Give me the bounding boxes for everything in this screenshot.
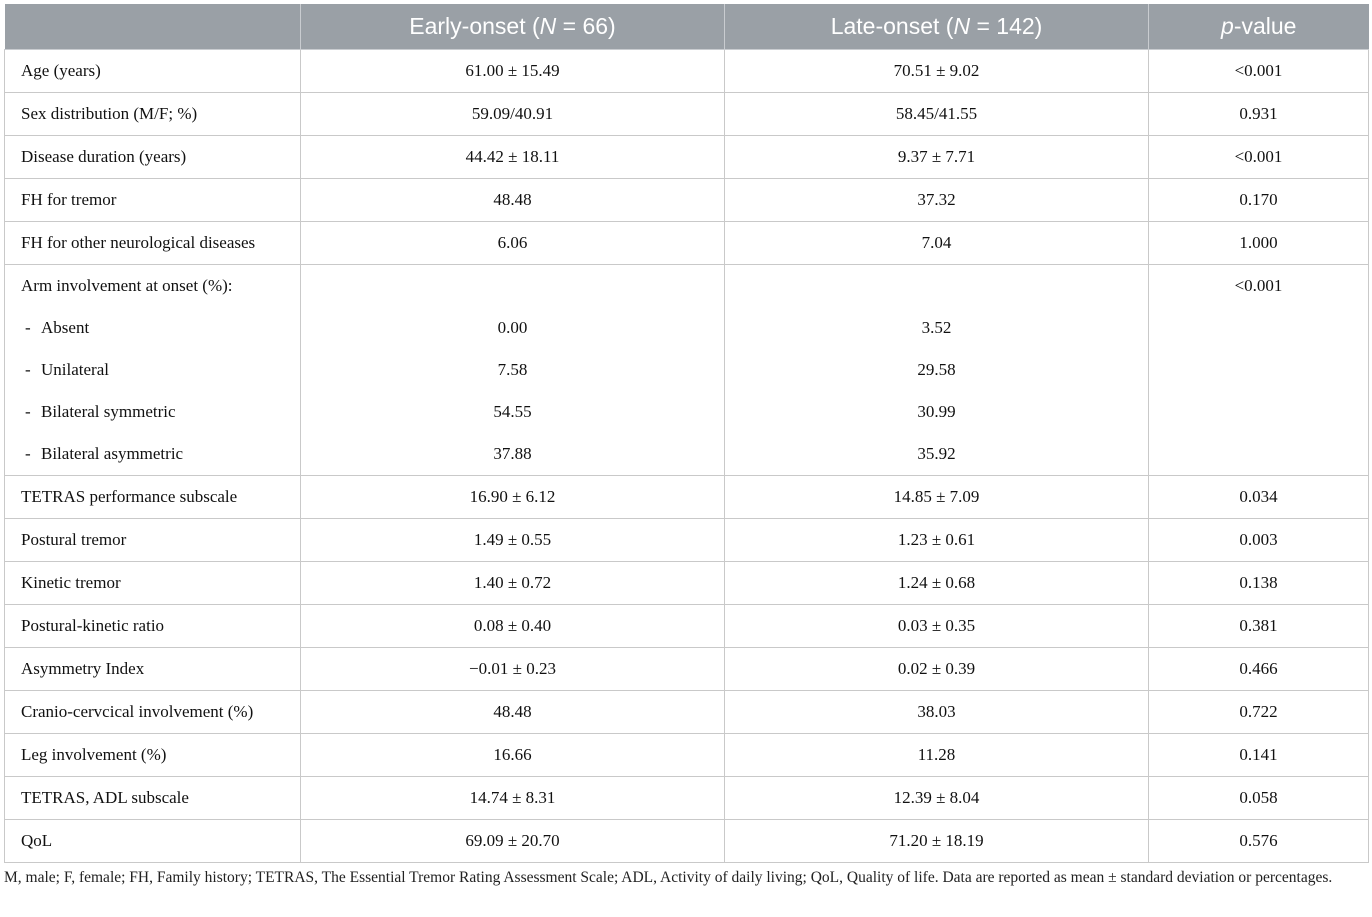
subrow-label: - Unilateral	[5, 349, 301, 391]
row-label: Postural-kinetic ratio	[5, 605, 301, 648]
early-onset-value: 1.40 ± 0.72	[301, 562, 725, 605]
row-label: Postural tremor	[5, 519, 301, 562]
table-header-row	[5, 4, 1369, 50]
table-footnote: M, male; F, female; FH, Family history; TETRAS, The Essential Tremor Rating Assessment Scale; ADL, Activity of daily living; QoL, Quality of life. Data are reported as mean ± standard deviation or percentages.	[4, 869, 1333, 886]
table-row	[5, 519, 1369, 562]
table-row	[5, 265, 1369, 308]
late-onset-value: 3.52	[725, 307, 1149, 349]
subitem-dash: -	[25, 318, 31, 337]
late-onset-value: 0.03 ± 0.35	[725, 605, 1149, 648]
subitem-dash: -	[25, 402, 31, 421]
late-onset-value: 9.37 ± 7.71	[725, 136, 1149, 179]
early-onset-value: 48.48	[301, 179, 725, 222]
subrow-label: - Absent	[5, 307, 301, 349]
data-table	[4, 4, 1369, 863]
late-onset-value	[725, 265, 1149, 308]
subitem-dash: -	[25, 444, 31, 463]
late-onset-value: 14.85 ± 7.09	[725, 476, 1149, 519]
p-value	[1149, 349, 1369, 391]
early-onset-value: 48.48	[301, 691, 725, 734]
early-onset-value: 16.66	[301, 734, 725, 777]
early-onset-value: 69.09 ± 20.70	[301, 820, 725, 863]
subrow-label: - Bilateral symmetric	[5, 391, 301, 433]
early-onset-value: 16.90 ± 6.12	[301, 476, 725, 519]
early-onset-value: 61.00 ± 15.49	[301, 50, 725, 93]
p-value: 0.058	[1149, 777, 1369, 820]
table-row	[5, 50, 1369, 93]
table-row	[5, 691, 1369, 734]
late-onset-value: 29.58	[725, 349, 1149, 391]
early-onset-value: 59.09/40.91	[301, 93, 725, 136]
table-row	[5, 648, 1369, 691]
row-label: Kinetic tremor	[5, 562, 301, 605]
table-row	[5, 222, 1369, 265]
p-value: <0.001	[1149, 136, 1369, 179]
table-subrow	[5, 349, 1369, 391]
row-label: TETRAS, ADL subscale	[5, 777, 301, 820]
table-subrow	[5, 391, 1369, 433]
p-value	[1149, 391, 1369, 433]
p-value	[1149, 433, 1369, 476]
row-label: Age (years)	[5, 50, 301, 93]
row-label: Disease duration (years)	[5, 136, 301, 179]
p-value: 0.138	[1149, 562, 1369, 605]
table-subrow	[5, 307, 1369, 349]
late-onset-value: 12.39 ± 8.04	[725, 777, 1149, 820]
early-onset-value: −0.01 ± 0.23	[301, 648, 725, 691]
table-row	[5, 476, 1369, 519]
table-row	[5, 562, 1369, 605]
p-value: 0.576	[1149, 820, 1369, 863]
late-onset-value: 71.20 ± 18.19	[725, 820, 1149, 863]
p-value	[1149, 307, 1369, 349]
p-value: 0.170	[1149, 179, 1369, 222]
row-label: Cranio-cervcical involvement (%)	[5, 691, 301, 734]
table-row	[5, 93, 1369, 136]
row-label: FH for other neurological diseases	[5, 222, 301, 265]
row-label: Asymmetry Index	[5, 648, 301, 691]
p-value: 0.931	[1149, 93, 1369, 136]
table-row	[5, 777, 1369, 820]
late-onset-value: 0.02 ± 0.39	[725, 648, 1149, 691]
table-row	[5, 136, 1369, 179]
late-onset-value: 70.51 ± 9.02	[725, 50, 1149, 93]
data-table-wrapper	[4, 4, 1368, 863]
p-value: <0.001	[1149, 50, 1369, 93]
row-label: FH for tremor	[5, 179, 301, 222]
p-value: 0.381	[1149, 605, 1369, 648]
p-value: <0.001	[1149, 265, 1369, 308]
subrow-label: - Bilateral asymmetric	[5, 433, 301, 476]
row-label: Leg involvement (%)	[5, 734, 301, 777]
late-onset-value: 1.23 ± 0.61	[725, 519, 1149, 562]
table-row	[5, 179, 1369, 222]
early-onset-value	[301, 265, 725, 308]
late-onset-value: 37.32	[725, 179, 1149, 222]
early-onset-value: 14.74 ± 8.31	[301, 777, 725, 820]
late-onset-value: 35.92	[725, 433, 1149, 476]
late-onset-value: 11.28	[725, 734, 1149, 777]
early-onset-value: 44.42 ± 18.11	[301, 136, 725, 179]
header-label	[5, 4, 301, 50]
p-value: 0.034	[1149, 476, 1369, 519]
late-onset-value: 30.99	[725, 391, 1149, 433]
early-onset-value: 37.88	[301, 433, 725, 476]
early-onset-value: 0.08 ± 0.40	[301, 605, 725, 648]
header-p-value: p-value	[1149, 4, 1369, 50]
row-label: QoL	[5, 820, 301, 863]
late-onset-value: 38.03	[725, 691, 1149, 734]
table-subrow	[5, 433, 1369, 476]
p-value: 0.003	[1149, 519, 1369, 562]
p-value: 1.000	[1149, 222, 1369, 265]
p-value: 0.141	[1149, 734, 1369, 777]
late-onset-value: 1.24 ± 0.68	[725, 562, 1149, 605]
subitem-dash: -	[25, 360, 31, 379]
p-value: 0.722	[1149, 691, 1369, 734]
header-late-onset: Late-onset (N = 142)	[725, 4, 1149, 50]
early-onset-value: 7.58	[301, 349, 725, 391]
early-onset-value: 0.00	[301, 307, 725, 349]
table-row	[5, 734, 1369, 777]
p-value: 0.466	[1149, 648, 1369, 691]
table-row	[5, 820, 1369, 863]
row-label: Arm involvement at onset (%):	[5, 265, 301, 308]
early-onset-value: 1.49 ± 0.55	[301, 519, 725, 562]
early-onset-value: 6.06	[301, 222, 725, 265]
table-row	[5, 605, 1369, 648]
header-early-onset: Early-onset (N = 66)	[301, 4, 725, 50]
late-onset-value: 58.45/41.55	[725, 93, 1149, 136]
late-onset-value: 7.04	[725, 222, 1149, 265]
early-onset-value: 54.55	[301, 391, 725, 433]
row-label: Sex distribution (M/F; %)	[5, 93, 301, 136]
row-label: TETRAS performance subscale	[5, 476, 301, 519]
